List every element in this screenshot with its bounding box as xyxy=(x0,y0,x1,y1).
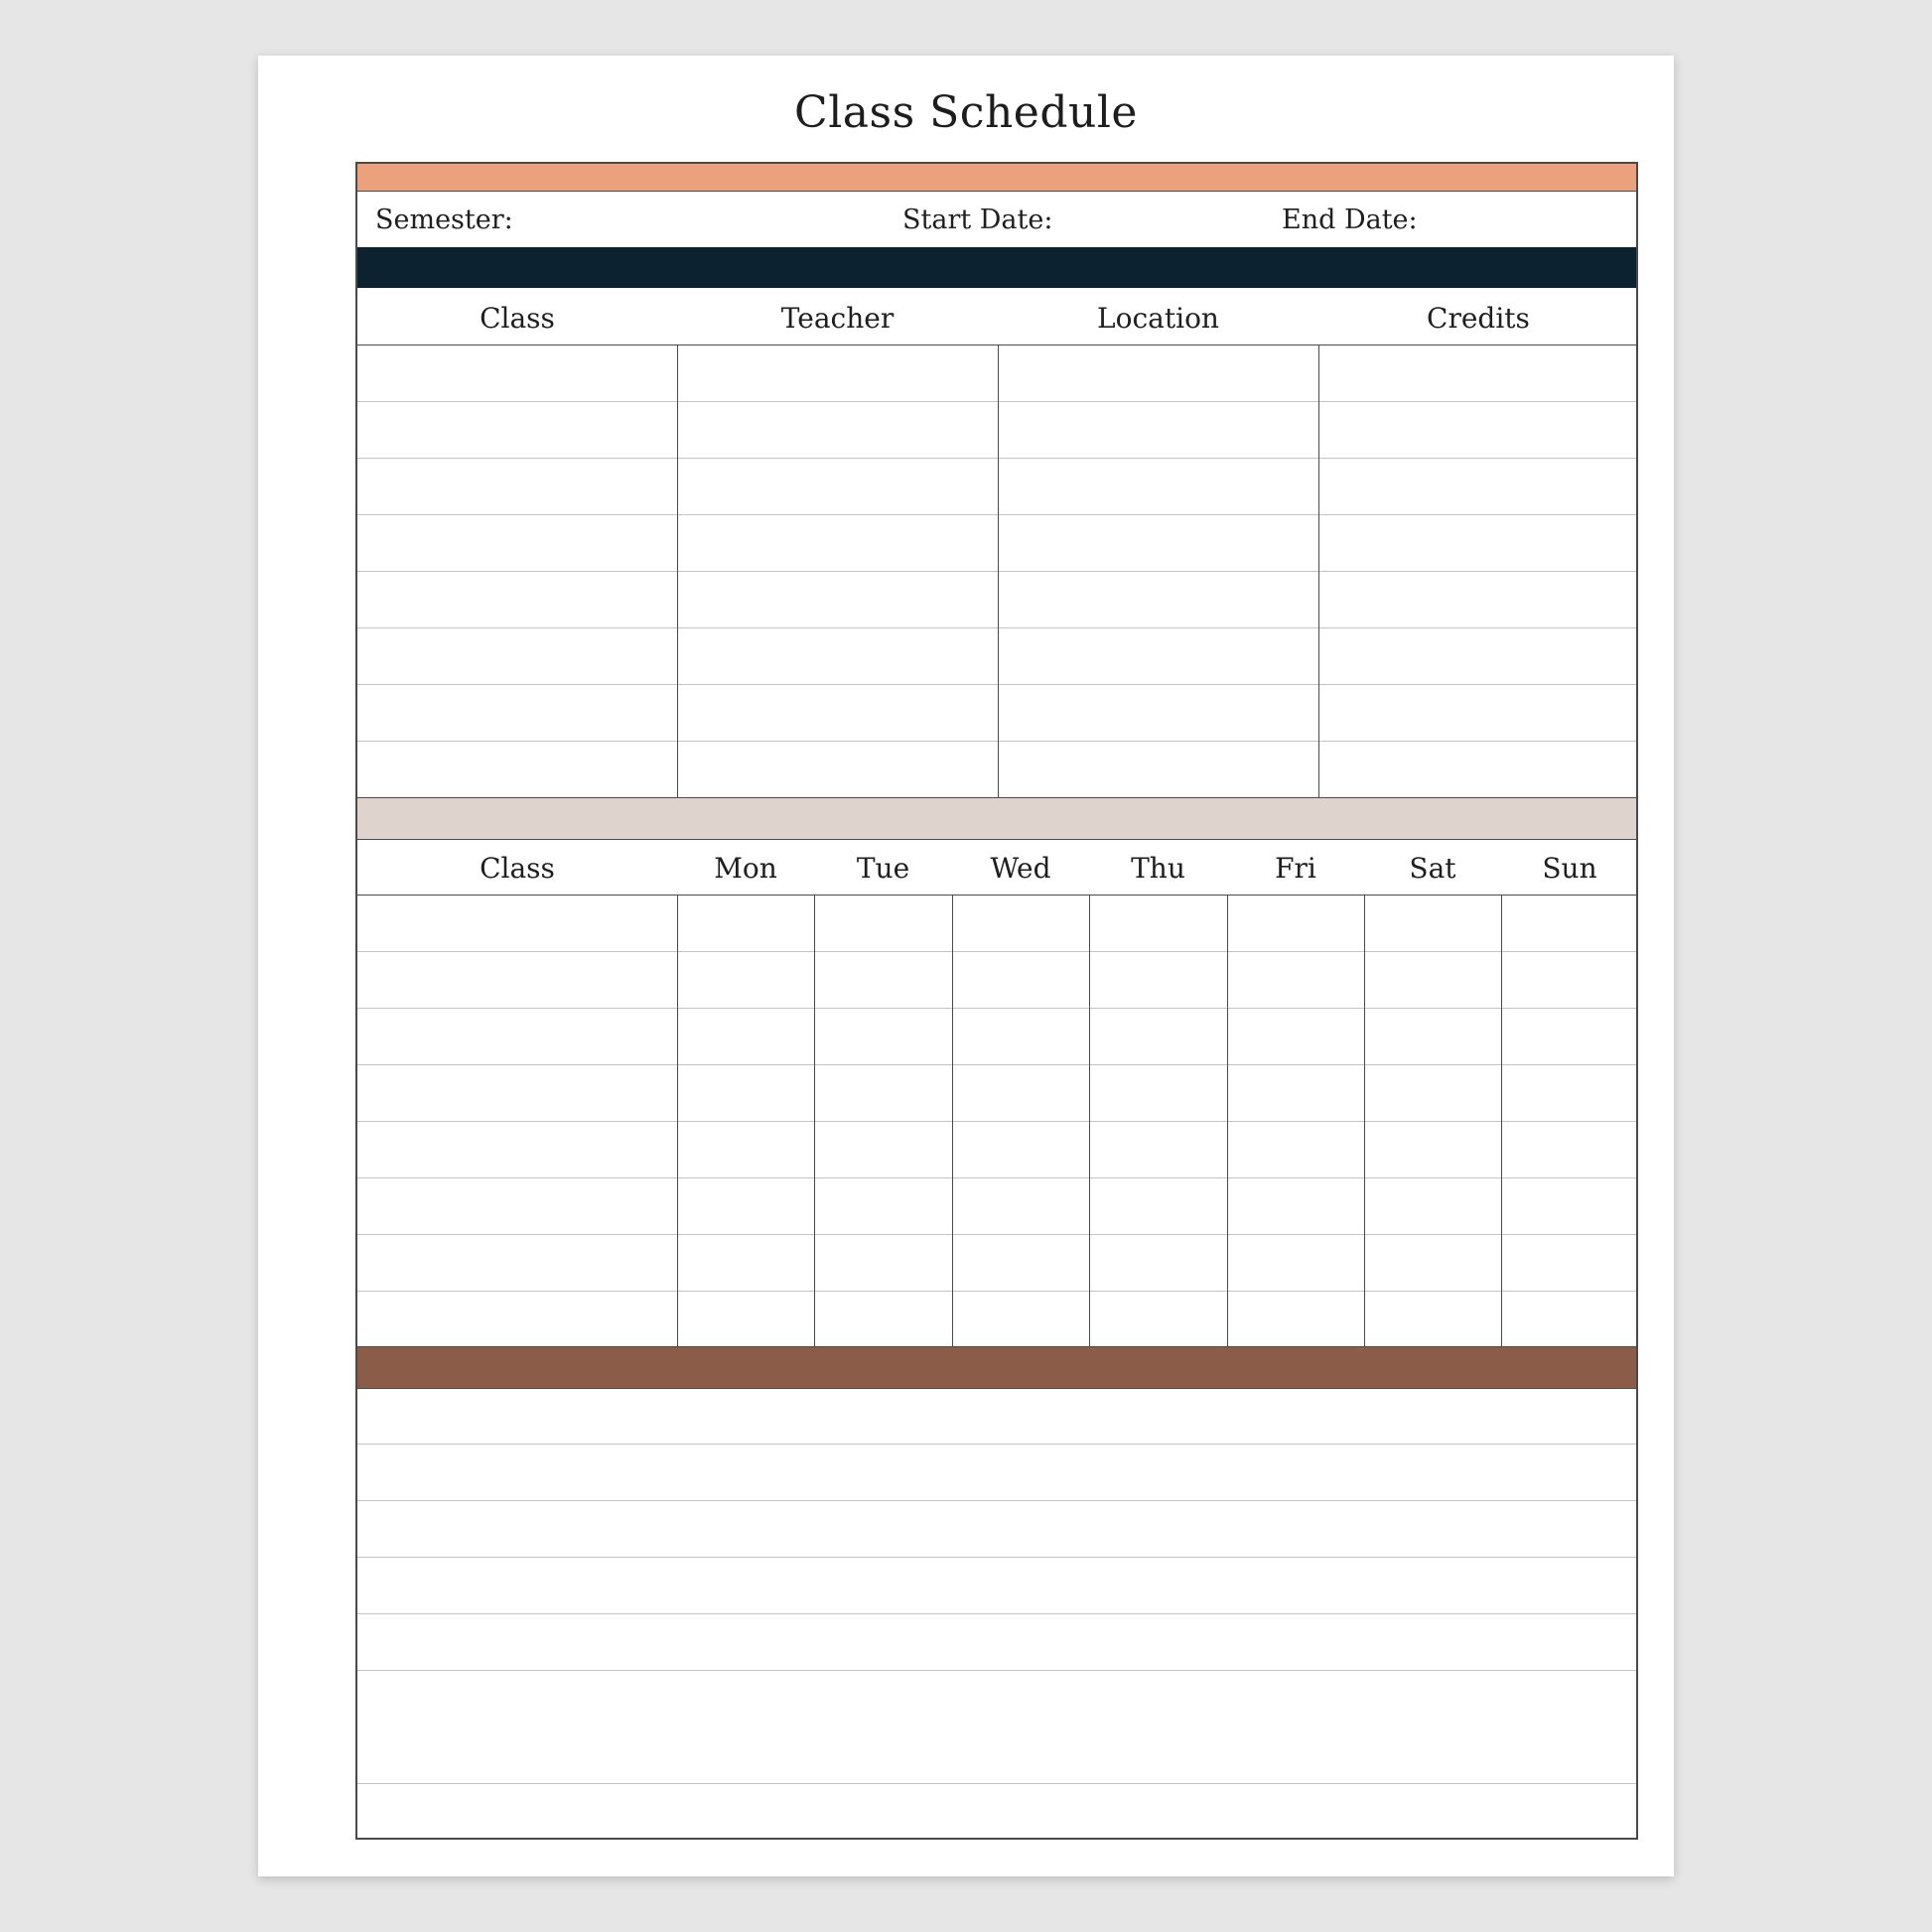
weekly-row-rule xyxy=(357,1008,1636,1009)
semester-label: Semester: xyxy=(375,205,513,235)
brown-notes-band xyxy=(357,1346,1636,1389)
weekly-row-rule xyxy=(357,1234,1636,1235)
classes-header-credits: Credits xyxy=(1427,302,1530,335)
weekly-header-rule xyxy=(357,895,1636,896)
weekly-column-divider xyxy=(1089,895,1090,1346)
notes-line xyxy=(357,1557,1636,1558)
weekly-row-rule xyxy=(357,1064,1636,1065)
weekly-header-class: Class xyxy=(480,852,555,885)
weekly-row-rule xyxy=(357,1177,1636,1178)
weekly-header-sun: Sun xyxy=(1542,852,1597,885)
weekly-column-divider xyxy=(677,895,678,1346)
notes-line xyxy=(357,1670,1636,1671)
notes-line xyxy=(357,1613,1636,1614)
notes-line xyxy=(357,1500,1636,1501)
weekly-column-divider xyxy=(952,895,953,1346)
weekly-row-rule xyxy=(357,1291,1636,1292)
weekly-column-divider xyxy=(814,895,815,1346)
schedule-sheet xyxy=(258,56,1674,1876)
taupe-band xyxy=(357,797,1636,840)
navy-band xyxy=(357,247,1636,288)
classes-row-rule xyxy=(357,684,1636,685)
notes-line xyxy=(357,1444,1636,1445)
weekly-column-divider xyxy=(1227,895,1228,1346)
weekly-header-sat: Sat xyxy=(1409,852,1456,885)
weekly-header-tue: Tue xyxy=(856,852,910,885)
classes-column-divider xyxy=(1318,345,1319,797)
classes-row-rule xyxy=(357,627,1636,628)
classes-row-rule xyxy=(357,458,1636,459)
classes-header-teacher: Teacher xyxy=(780,302,895,335)
orange-header-band xyxy=(357,164,1636,192)
classes-row-rule xyxy=(357,401,1636,402)
weekly-row-rule xyxy=(357,951,1636,952)
classes-row-rule xyxy=(357,571,1636,572)
weekly-header-wed: Wed xyxy=(990,852,1051,885)
end-date-label: End Date: xyxy=(1282,205,1418,235)
weekly-header-fri: Fri xyxy=(1275,852,1316,885)
schedule-frame xyxy=(355,162,1638,1840)
weekly-column-divider xyxy=(1364,895,1365,1346)
classes-column-divider xyxy=(998,345,999,797)
weekly-column-divider xyxy=(1501,895,1502,1346)
weekly-row-rule xyxy=(357,1121,1636,1122)
info-top-rule xyxy=(357,191,1636,192)
classes-column-divider xyxy=(677,345,678,797)
classes-header-location: Location xyxy=(1097,302,1219,335)
info-row xyxy=(357,192,1636,247)
page-title: Class Schedule xyxy=(794,87,1138,138)
classes-header-class: Class xyxy=(480,302,555,335)
weekly-header-thu: Thu xyxy=(1131,852,1185,885)
start-date-label: Start Date: xyxy=(902,205,1053,235)
weekly-header-mon: Mon xyxy=(714,852,777,885)
classes-row-rule xyxy=(357,741,1636,742)
classes-row-rule xyxy=(357,514,1636,515)
notes-line xyxy=(357,1783,1636,1784)
